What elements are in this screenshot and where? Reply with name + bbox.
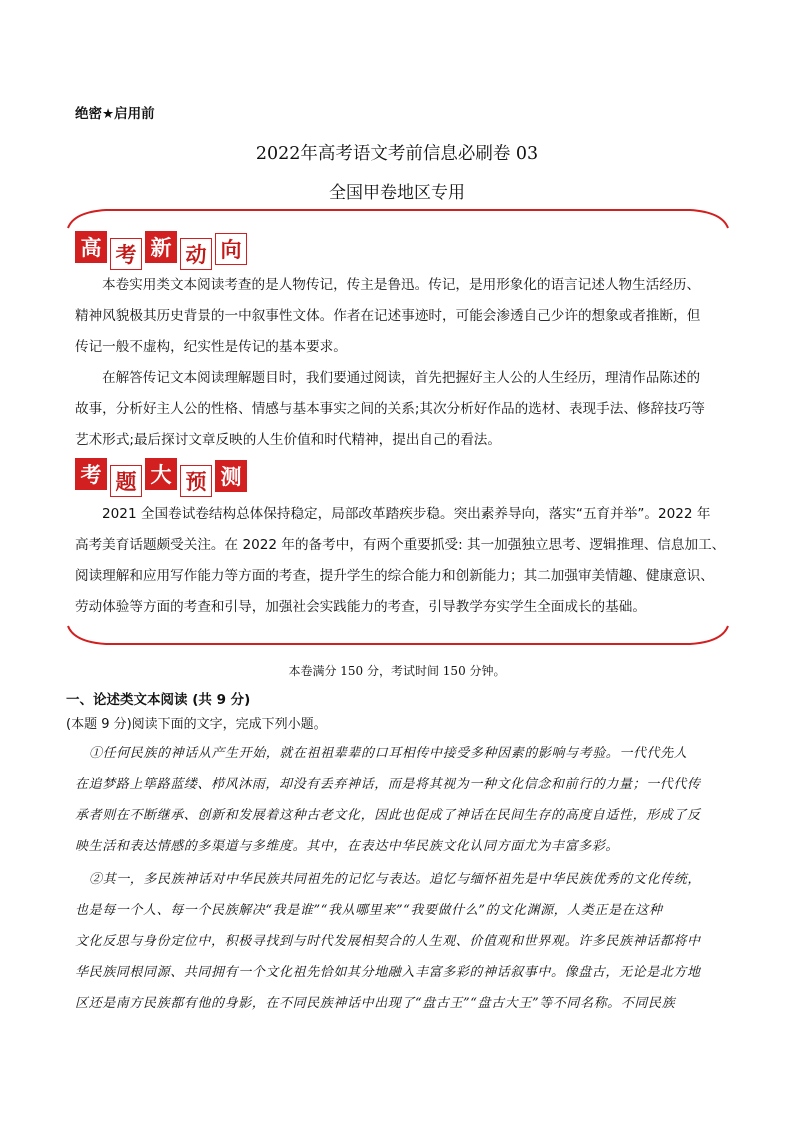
- text-line: 传记一般不虚构，纪实性是传记的基本要求。: [75, 339, 347, 355]
- section-instruction: (本题 9 分)阅读下面的文字，完成下列小题。: [66, 717, 327, 732]
- text-line: 映生活和表达情感的多渠道与多维度。其中，在表达中华民族文化认同方面尤为丰富多彩。: [75, 839, 620, 854]
- badge-tile: 考: [110, 238, 142, 270]
- exam-info: 本卷满分 150 分，考试时间 150 分钟。: [288, 664, 506, 678]
- bottom-decorative-curve: [66, 624, 730, 648]
- text-line: 劳动体验等方面的考查和引导，加强社会实践能力的考查，引导教学夯实学生全面成长的基础。: [75, 599, 646, 615]
- passage-paragraph-2: [75, 864, 725, 1019]
- badge-tile: 测: [215, 460, 247, 492]
- text-line: 也是每一个人、每一个民族解决“我是谁”“我从哪里来”“我要做什么”的文化渊源，人类正是在这种: [75, 903, 663, 918]
- badge-tile: 高: [75, 231, 107, 263]
- badge-tile: 预: [180, 465, 212, 497]
- text-line: 文化反思与身份定位中，积极寻找到与时代发展相契合的人生观、价值观和世界观。许多民族神话都将中: [75, 934, 701, 949]
- text-line: ①任何民族的神话从产生开始，就在祖祖辈辈的口耳相传中接受多种因素的影响与考验。一代代先人: [89, 746, 688, 761]
- text-line: 承者则在不断继承、创新和发展着这种古老文化，因此也促成了神话在民间生存的高度自适性，形成了反: [75, 808, 701, 823]
- badge-tile: 题: [110, 465, 142, 497]
- text-line: 在解答传记文本阅读理解题目时，我们要通过阅读，首先把握好主人公的人生经历，理清作品陈述的: [102, 370, 701, 386]
- badge-tile: 新: [145, 231, 177, 263]
- badge-tile: 考: [75, 458, 107, 490]
- badge-tile: 向: [215, 233, 247, 265]
- prediction-badge: [75, 460, 247, 497]
- badge-tile: 动: [180, 238, 212, 270]
- new-trends-text: [75, 270, 721, 456]
- text-line: 在追梦路上筚路蓝缕、栉风沐雨，却没有丢弃神话，而是将其视为一种文化信念和前行的力量；一代代传: [75, 777, 701, 792]
- page-subtitle: 全国甲卷地区专用: [329, 183, 465, 203]
- new-trends-badge: [75, 233, 247, 270]
- text-line: 艺术形式;最后探讨文章反映的人生价值和时代精神，提出自己的看法。: [75, 432, 501, 448]
- top-decorative-curve: [66, 206, 730, 230]
- text-line: 故事，分析好主人公的性格、情感与基本事实之间的关系;其次分析好作品的选材、表现手法、修辞技巧等: [75, 401, 705, 417]
- text-line: 高考美育话题颇受关注。在 2022 年的备考中，有两个重要抓受: 其一加强独立思考、逻辑推理、信息加工、: [75, 537, 726, 553]
- text-line: 区还是南方民族都有他的身影，在不同民族神话中出现了“盘古王”“盘古大王”等不同名称。不同民族: [75, 996, 676, 1011]
- text-line: 精神风貌极其历史背景的一中叙事性文体。作者在记述事迹时，可能会渗透自己少许的想象或者推断，但: [75, 308, 701, 324]
- passage-paragraph-1: [75, 738, 725, 862]
- page-title: 2022年高考语文考前信息必刷卷 03: [255, 144, 539, 164]
- prediction-text: [75, 499, 726, 623]
- text-line: 本卷实用类文本阅读考查的是人物传记，传主是鲁迅。传记，是用形象化的语言记述人物生活经历、: [102, 277, 701, 293]
- confidential-label: 绝密★启用前: [75, 106, 155, 122]
- section-heading: 一、论述类文本阅读 (共 9 分): [66, 692, 251, 708]
- text-line: 阅读理解和应用写作能力等方面的考查，提升学生的综合能力和创新能力；其二加强审美情趣、健康意识、: [75, 568, 714, 584]
- text-line: 2021 全国卷试卷结构总体保持稳定，局部改革踏疾步稳。突出素养导向，落实“五育并举”。2022 年: [102, 506, 711, 522]
- text-line: ②其一，多民族神话对中华民族共同祖先的记忆与表达。追忆与缅怀祖先是中华民族优秀的文化传统，: [89, 872, 702, 887]
- text-line: 华民族同根同源、共同拥有一个文化祖先恰如其分地融入丰富多彩的神话叙事中。像盘古，无论是北方地: [75, 965, 701, 980]
- badge-tile: 大: [145, 458, 177, 490]
